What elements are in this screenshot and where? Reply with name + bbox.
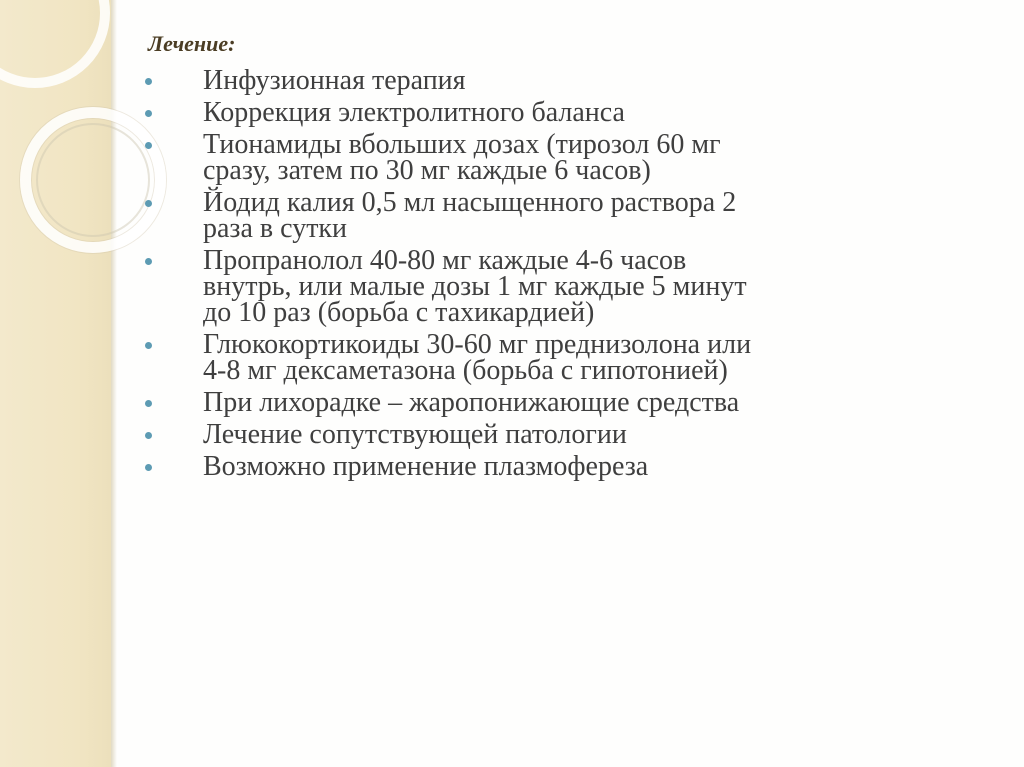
- bullet-dot-icon: [145, 258, 152, 265]
- bullet-dot-icon: [145, 432, 152, 439]
- bullet-text: При лихорадке – жаропонижающие средства: [203, 387, 740, 418]
- slide-title: Лечение:: [148, 31, 236, 56]
- bullet-item: [144, 245, 964, 328]
- bullet-dot-icon: [145, 342, 152, 349]
- decorative-ring-inner: [36, 123, 150, 237]
- bullet-dot-icon: [145, 78, 152, 85]
- bullet-item: [144, 419, 964, 450]
- bullet-text: Инфузионная терапия: [203, 65, 466, 96]
- bullet-item: [144, 65, 964, 96]
- bullet-list: [144, 65, 964, 486]
- bullet-dot-icon: [145, 142, 152, 149]
- bullet-dot-icon: [145, 400, 152, 407]
- bullet-text: Глюкокортикоиды 30-60 мг преднизолона или 4-8 мг дексаметазона (борьба с гипотонией): [203, 329, 752, 386]
- bullet-text: Пропранолол 40-80 мг каждые 4-6 часов внутрь, или малые дозы 1 мг каждые 5 минут до 10 раз (борьба с тахикардией): [203, 245, 747, 328]
- bullet-text: Возможно применение плазмофереза: [203, 451, 649, 482]
- bullet-item: [144, 97, 964, 128]
- bullet-text: Лечение сопутствующей патологии: [203, 419, 627, 450]
- bullet-dot-icon: [145, 110, 152, 117]
- bullet-item: [144, 329, 964, 386]
- bullet-item: [144, 187, 964, 244]
- bullet-item: [144, 387, 964, 418]
- bullet-item: [144, 451, 964, 482]
- bullet-text: Коррекция электролитного баланса: [203, 97, 625, 128]
- bullet-text: Тионамиды вбольших дозах (тирозол 60 мг сразу, затем по 30 мг каждые 6 часов): [203, 129, 721, 186]
- bullet-dot-icon: [145, 200, 152, 207]
- bullet-text: Йодид калия 0,5 мл насыщенного раствора 2 раза в сутки: [203, 187, 737, 244]
- bullet-item: [144, 129, 964, 186]
- bullet-dot-icon: [145, 464, 152, 471]
